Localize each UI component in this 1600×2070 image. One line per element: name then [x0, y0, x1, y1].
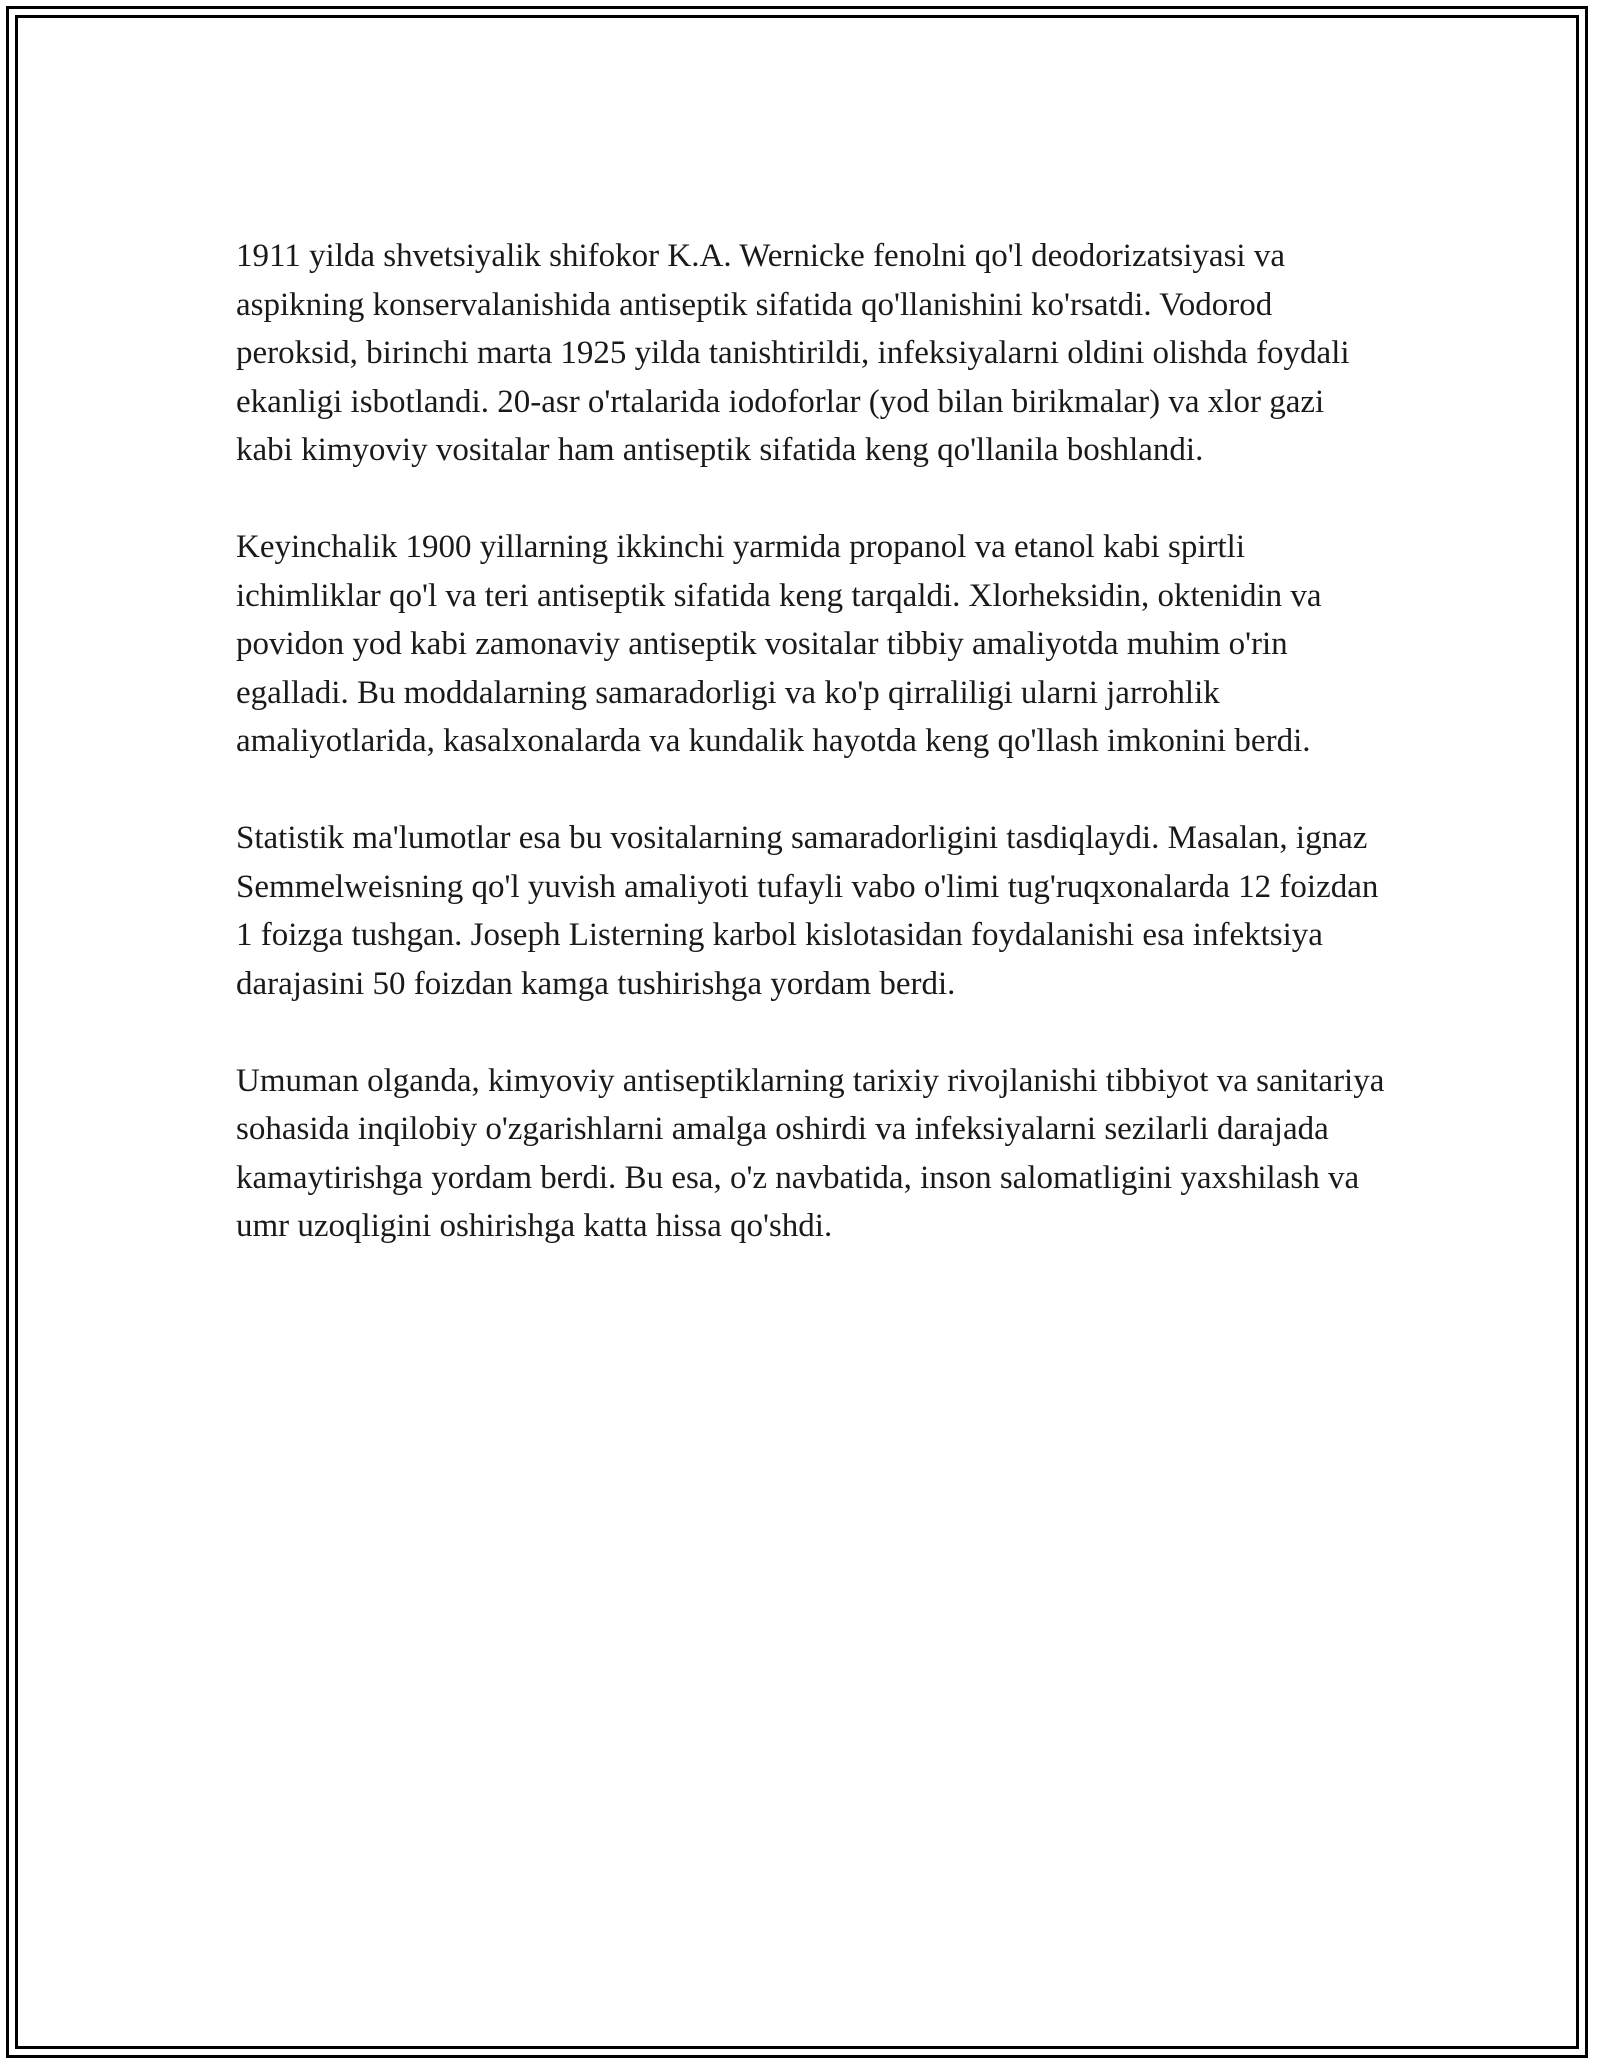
paragraph-2: Keyinchalik 1900 yillarning ikkinchi yarmida propanol va etanol kabi spirtli ichimliklar qo'l va teri antiseptik sifatida keng tarqaldi. Xlorheksidin, oktenidin va povidon yod kabi zamonaviy antiseptik vositalar tibbiy amaliyotda muhim o'rin egalladi. Bu moddalarning samaradorligi va ko'p qirraliligi ularni jarrohlik amaliyotlarida, kasalxonalarda va kundalik hayotda keng qo'llash imkonini berdi.	[236, 529, 1322, 759]
paragraph-1: 1911 yilda shvetsiyalik shifokor K.A. Wernicke fenolni qo'l deodorizatsiyasi va aspikning konservalanishida antiseptik sifatida qo'llanishini ko'rsatdi. Vodorod peroksid, birinchi marta 1925 yilda tanishtirildi, infeksiyalarni oldini olishda foydali ekanligi isbotlandi. 20-asr o'rtalarida iodoforlar (yod bilan birikmalar) va xlor gazi kabi kimyoviy vositalar ham antiseptik sifatida keng qo'llanila boshlandi.	[236, 238, 1350, 468]
document-body	[236, 232, 1386, 1299]
paragraph-3: Statistik ma'lumotlar esa bu vositalarning samaradorligini tasdiqlaydi. Masalan, ignaz Semmelweisning qo'l yuvish amaliyoti tufayli vabo o'limi tug'ruqxonalarda 12 foizdan 1 foizga tushgan. Joseph Listerning karbol kislotasidan foydalanishi esa infektsiya darajasini 50 foizdan kamga tushirishga yordam berdi.	[236, 820, 1379, 1002]
paragraph-4: Umuman olganda, kimyoviy antiseptiklarning tarixiy rivojlanishi tibbiyot va sanitariya sohasida inqilobiy o'zgarishlarni amalga oshirdi va infeksiyalarni sezilarli darajada kamaytirishga yordam berdi. Bu esa, o'z navbatida, inson salomatligini yaxshilash va umr uzoqligini oshirishga katta hissa qo'shdi.	[236, 1062, 1385, 1244]
